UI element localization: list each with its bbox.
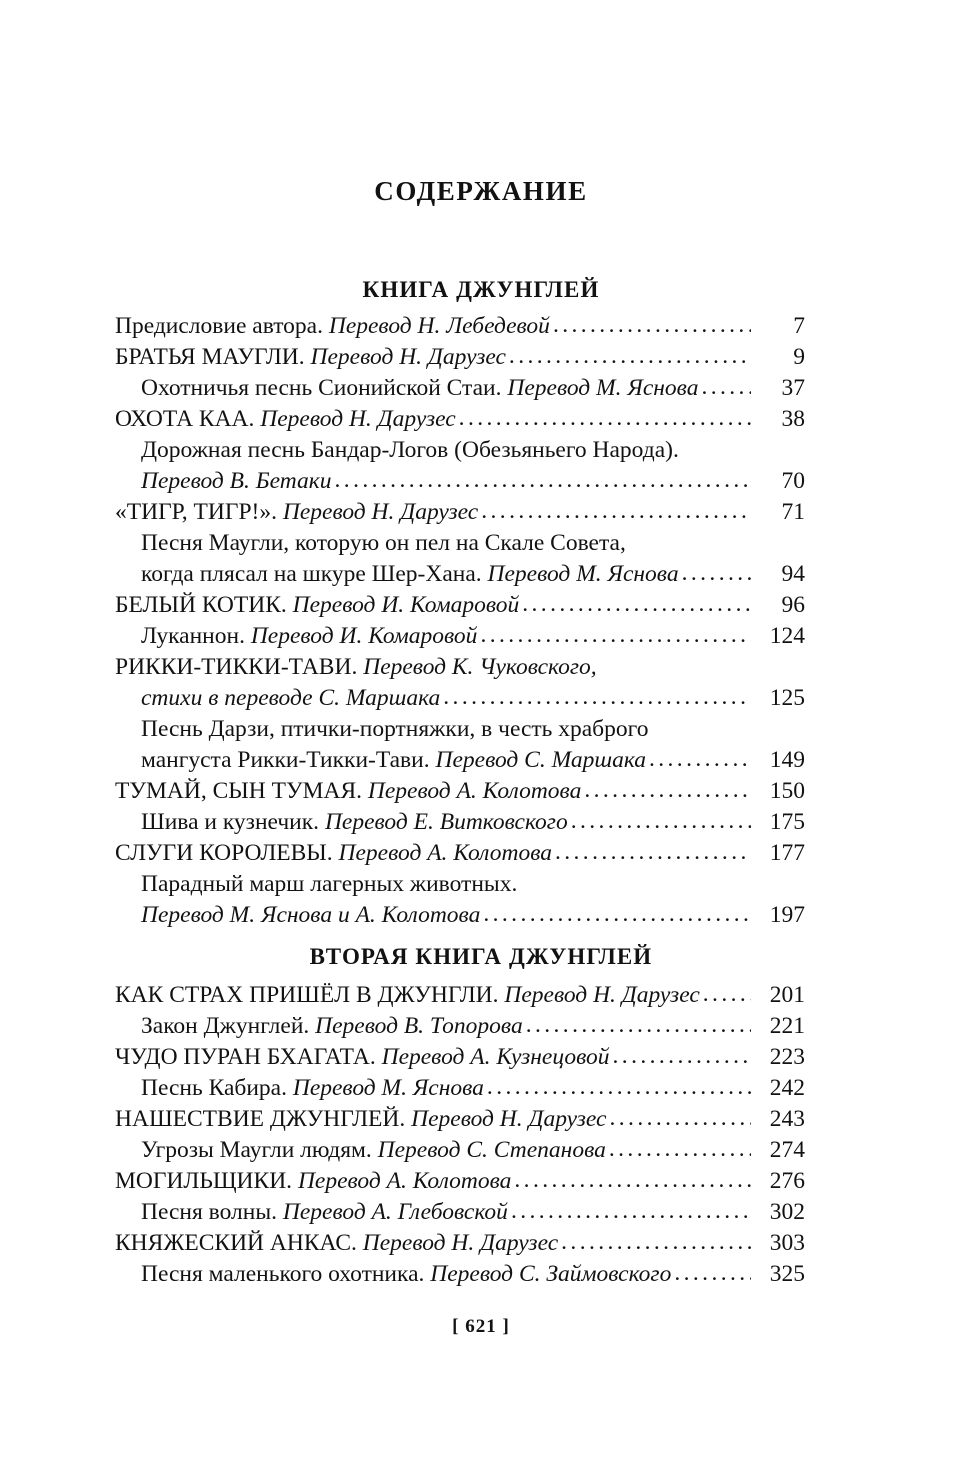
toc-entry-text	[115, 1230, 558, 1257]
toc-entry-text	[141, 1013, 523, 1040]
dot-leader	[584, 777, 751, 804]
toc-entry-title: Угрозы Маугли людям.	[141, 1137, 372, 1163]
dot-leader	[526, 1012, 751, 1039]
section-heading-book-one: КНИГА ДЖУНГЛЕЙ	[362, 277, 600, 302]
toc-entry-translator: Перевод Н. Дарузес	[362, 1230, 559, 1256]
toc-entry-translator: Перевод А. Колотова	[338, 840, 552, 866]
toc-entry-title: Песня Маугли, которую он пел на Скале Совета,	[141, 530, 626, 556]
toc-entry-page-number: 223	[769, 1044, 805, 1070]
toc-entry-title: СЛУГИ КОРОЛЕВЫ.	[115, 840, 333, 866]
toc-entry-page-number: 125	[769, 685, 805, 711]
toc-entry-page-number: 124	[769, 623, 805, 649]
toc-entry-translator: Перевод Н. Лебедевой	[328, 313, 550, 339]
dot-leader	[613, 1043, 751, 1070]
toc-entry[interactable]	[115, 623, 805, 654]
toc-entry-translator: Перевод С. Займовского	[430, 1261, 672, 1287]
toc-entry[interactable]	[115, 902, 805, 933]
toc-entry[interactable]	[115, 1106, 805, 1137]
toc-entry-title: Охотничья песнь Сионийской Стаи.	[141, 375, 502, 401]
toc-entry-translator: Перевод М. Яснова и А. Колотова	[141, 902, 481, 928]
toc-entry-text	[115, 982, 700, 1009]
toc-entry-translator: Перевод М. Яснова	[292, 1075, 484, 1101]
toc-entry-page-number: 325	[769, 1261, 805, 1287]
toc-entry-title: КАК СТРАХ ПРИШЁЛ В ДЖУНГЛИ.	[115, 982, 499, 1008]
toc-entry[interactable]	[115, 654, 805, 685]
toc-entry-page-number: 177	[769, 840, 805, 866]
toc-entry[interactable]	[115, 716, 805, 747]
dot-leader	[682, 560, 751, 587]
toc-entry-title: НАШЕСТВИЕ ДЖУНГЛЕЙ.	[115, 1106, 406, 1132]
toc-entry-translator: Перевод А. Кузнецовой	[381, 1044, 610, 1070]
toc-entry-text	[141, 437, 679, 464]
dot-leader	[522, 591, 751, 618]
toc-entry-page-number: 9	[793, 344, 805, 370]
toc-entry-title: когда плясал на шкуре Шер-Хана.	[141, 561, 482, 587]
toc-entry-page-number: 303	[769, 1230, 805, 1256]
toc-entry-page-number: 274	[769, 1137, 805, 1163]
toc-entry-page-number: 94	[781, 561, 805, 587]
dot-leader	[483, 901, 751, 928]
toc-entry[interactable]	[115, 871, 805, 902]
toc-entry-translator: Перевод В. Топорова	[315, 1013, 523, 1039]
toc-entry[interactable]	[115, 1137, 805, 1168]
toc-entry-title: Предисловие автора.	[115, 313, 323, 339]
dot-leader	[509, 343, 751, 370]
toc-entry-title: Песня волны.	[141, 1199, 278, 1225]
toc-entry[interactable]	[115, 406, 805, 437]
toc-entry-page-number: 221	[769, 1013, 805, 1039]
toc-entry-title: БРАТЬЯ МАУГЛИ.	[115, 344, 305, 370]
section-heading-book-two: ВТОРАЯ КНИГА ДЖУНГЛЕЙ	[309, 944, 653, 969]
toc-entry-page-number: 175	[769, 809, 805, 835]
toc-entry-translator: Перевод М. Яснова	[487, 561, 679, 587]
toc-entry[interactable]	[115, 499, 805, 530]
dot-leader	[480, 622, 751, 649]
toc-entry-title: ТУМАЙ, СЫН ТУМАЯ.	[115, 778, 363, 804]
toc-entry-text	[141, 375, 698, 402]
toc-entry-translator: Перевод А. Глебовской	[282, 1199, 508, 1225]
toc-entry-translator: Перевод Н. Дарузес	[260, 406, 456, 432]
toc-entry[interactable]	[115, 1168, 805, 1199]
toc-entry-list-book-one	[115, 313, 805, 933]
dot-leader	[610, 1105, 752, 1132]
toc-entry[interactable]	[115, 530, 805, 561]
toc-entry[interactable]	[115, 592, 805, 623]
dot-leader	[555, 839, 751, 866]
dot-leader	[674, 1260, 751, 1287]
toc-entry-text	[141, 716, 648, 743]
toc-entry-translator: Перевод К. Чуковского,	[363, 654, 597, 680]
dot-leader	[609, 1136, 751, 1163]
toc-entry[interactable]	[115, 778, 805, 809]
toc-entry-text	[141, 1075, 484, 1102]
toc-entry-page-number: 71	[781, 499, 805, 525]
toc-entry-page-number: 197	[769, 902, 805, 928]
toc-entry-page-number: 38	[781, 406, 805, 432]
page-title: СОДЕРЖАНИЕ	[374, 176, 588, 206]
toc-entry-text	[141, 1199, 508, 1226]
toc-entry-translator: Перевод Е. Витковского	[324, 809, 568, 835]
toc-entry[interactable]	[115, 809, 805, 840]
toc-entry-text	[115, 1106, 607, 1133]
toc-entry-translator: Перевод И. Комаровой	[292, 592, 520, 618]
dot-leader	[487, 1074, 751, 1101]
toc-entry-page-number: 242	[769, 1075, 805, 1101]
toc-entry-text	[141, 685, 440, 712]
toc-entry-title: РИККИ-ТИККИ-ТАВИ.	[115, 654, 358, 680]
toc-entry[interactable]	[115, 685, 805, 716]
toc-entry[interactable]	[115, 1013, 805, 1044]
toc-entry[interactable]	[115, 375, 805, 406]
toc-entry-translator: Перевод Н. Дарузес	[411, 1106, 607, 1132]
toc-entry-text	[141, 809, 568, 836]
toc-entry-text	[141, 902, 480, 929]
dot-leader	[571, 808, 751, 835]
toc-entry-text	[115, 778, 581, 805]
toc-entry-translator: Перевод Н. Дарузес	[504, 982, 700, 1008]
toc-entry[interactable]	[115, 1044, 805, 1075]
toc-entry-page-number: 149	[769, 747, 805, 773]
toc-entry-page-number: 243	[769, 1106, 805, 1132]
toc-entry-translator: Перевод М. Яснова	[507, 375, 699, 401]
toc-entry-text	[141, 747, 646, 774]
toc-entry[interactable]	[115, 1199, 805, 1230]
dot-leader	[443, 684, 751, 711]
toc-entry[interactable]	[115, 982, 805, 1013]
dot-leader	[649, 746, 751, 773]
toc-entry[interactable]	[115, 344, 805, 375]
toc-entry-translator: Перевод А. Колотова	[367, 778, 582, 804]
toc-entry-page-number: 201	[769, 982, 805, 1008]
toc-entry-translator: Перевод С. Степанова	[377, 1137, 606, 1163]
toc-entry-title: «ТИГР, ТИГР!».	[115, 499, 277, 525]
toc-entry-text	[141, 530, 626, 557]
toc-entry-title: Шива и кузнечик.	[141, 809, 320, 835]
toc-entry-title: Луканнон.	[141, 623, 245, 649]
toc-entry-text	[141, 561, 679, 588]
toc-entry-text	[141, 1137, 606, 1164]
dot-leader	[335, 467, 751, 494]
toc-entry[interactable]	[115, 1261, 805, 1292]
dot-leader	[553, 312, 751, 339]
dot-leader	[459, 405, 751, 432]
toc-entry-text	[115, 840, 552, 867]
toc-entry-translator: стихи в переводе С. Маршака	[141, 685, 441, 711]
toc-entry-page-number: 96	[781, 592, 805, 618]
toc-entry-text	[115, 1168, 511, 1195]
toc-entry-text	[115, 592, 519, 619]
toc-entry-translator: Перевод Н. Дарузес	[282, 499, 479, 525]
toc-entry-page-number: 70	[781, 468, 805, 494]
toc-entry-translator: Перевод В. Бетаки	[141, 468, 332, 494]
toc-entry-title: БЕЛЫЙ КОТИК.	[115, 592, 287, 618]
toc-entry[interactable]	[115, 437, 805, 468]
toc-entry-list-book-two	[115, 982, 805, 1292]
toc-entry-title: Закон Джунглей.	[141, 1013, 310, 1039]
toc-entry-title: Парадный марш лагерных животных.	[141, 871, 518, 897]
toc-entry-title: Песнь Дарзи, птички-портняжки, в честь храброго	[141, 716, 649, 742]
toc-entry[interactable]	[115, 313, 805, 344]
dot-leader	[561, 1229, 751, 1256]
dot-leader	[701, 374, 751, 401]
dot-leader	[511, 1198, 751, 1225]
toc-entry-text	[141, 468, 332, 495]
toc-entry-text	[141, 1261, 671, 1288]
toc-entry-translator: Перевод А. Колотова	[297, 1168, 512, 1194]
toc-entry[interactable]	[115, 561, 805, 592]
toc-entry-text	[115, 344, 506, 371]
page-folio: [ 621 ]	[452, 1316, 510, 1337]
dot-leader	[703, 981, 751, 1008]
toc-entry-page-number: 150	[769, 778, 805, 804]
toc-entry-text	[115, 313, 550, 340]
toc-entry-title: КНЯЖЕСКИЙ АНКАС.	[115, 1230, 357, 1256]
toc-entry-text	[115, 1044, 610, 1071]
toc-entry-page-number: 37	[781, 375, 805, 401]
toc-entry-title: Песня маленького охотника.	[141, 1261, 425, 1287]
toc-entry-title: МОГИЛЬЩИКИ.	[115, 1168, 293, 1194]
toc-entry-title: Песнь Кабира.	[141, 1075, 287, 1101]
dot-leader	[514, 1167, 751, 1194]
toc-entry-translator: Перевод Н. Дарузес	[310, 344, 506, 370]
toc-entry-title: Дорожная песнь Бандар-Логов (Обезьяньего Народа).	[141, 437, 679, 463]
toc-entry[interactable]	[115, 1075, 805, 1106]
toc-entry-text	[141, 871, 517, 898]
toc-entry-title: ОХОТА КАА.	[115, 406, 255, 432]
toc-entry[interactable]	[115, 1230, 805, 1261]
toc-entry-text	[141, 623, 477, 650]
toc-entry-text	[115, 499, 478, 526]
toc-entry[interactable]	[115, 747, 805, 778]
toc-entry-page-number: 7	[793, 313, 805, 339]
toc-entry-page-number: 302	[769, 1199, 805, 1225]
toc-entry-title: ЧУДО ПУРАН БХАГАТА.	[115, 1044, 376, 1070]
dot-leader	[481, 498, 751, 525]
toc-entry-page-number: 276	[769, 1168, 805, 1194]
toc-entry-text	[115, 406, 456, 433]
toc-entry[interactable]	[115, 840, 805, 871]
toc-entry-text	[115, 654, 597, 681]
toc-entry[interactable]	[115, 468, 805, 499]
toc-entry-translator: Перевод И. Комаровой	[250, 623, 478, 649]
toc-entry-translator: Перевод С. Маршака	[435, 747, 646, 773]
toc-entry-title: мангуста Рикки-Тикки-Тави.	[141, 747, 430, 773]
